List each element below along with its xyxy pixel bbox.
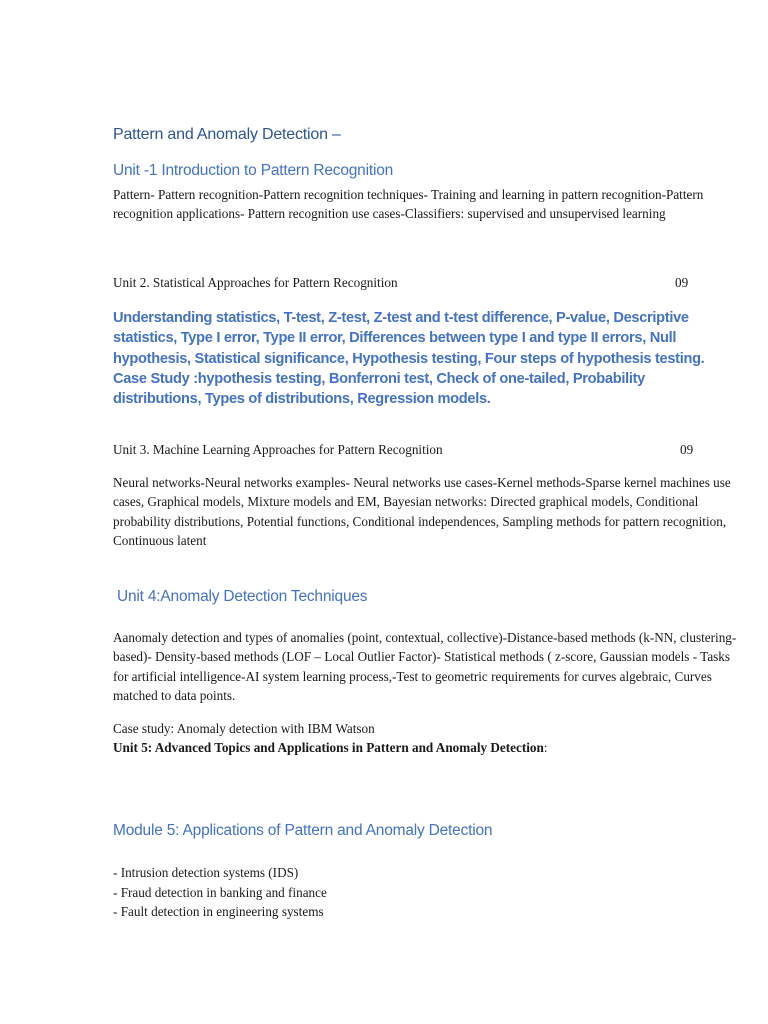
unit3-title-row <box>113 442 703 462</box>
module5-heading: Module 5: Applications of Pattern and Anomaly Detection <box>113 822 493 839</box>
document-title: Pattern and Anomaly Detection – <box>113 126 341 143</box>
unit5-title-line <box>113 738 733 757</box>
unit2-body: Understanding statistics, T-test, Z-test, Z-test and t-test difference, P-value, Descriptive statistics, Type I error, Type II error, Differences between type I and type II errors, Null hypothesis, Statistical significance, Hypothesis testing, Four steps of hypothesis testing. Case Study :hypothesis testing, Bonferroni test, Check of one-tailed, Probability distributions, Types of distributions, Regression models. <box>113 310 705 408</box>
unit3-body: Neural networks-Neural networks examples- Neural networks use cases-Kernel methods-Sparse kernel machines use cases, Graphical models, Mixture models and EM, Bayesian networks: Directed graphical models, Conditional probability distributions, Potential functions, Conditional independences, Sampling methods for pattern recognition, Continuous latent <box>113 475 731 548</box>
unit4-case-study: Case study: Anomaly detection with IBM Watson <box>113 721 375 736</box>
unit3-title: Unit 3. Machine Learning Approaches for Pattern Recognition <box>113 442 443 457</box>
list-item: - Intrusion detection systems (IDS) <box>113 865 299 880</box>
unit2-hours: 09 <box>675 275 689 290</box>
unit5-title-suffix: : <box>543 740 548 755</box>
unit5-title: Unit 5: Advanced Topics and Applications in Pattern and Anomaly Detection <box>113 740 544 755</box>
unit1-body: Pattern- Pattern recognition-Pattern recognition techniques- Training and learning in pattern recognition-Pattern recognition applications- Pattern recognition use cases-Classifiers: supervised and unsupervised learning <box>113 187 704 222</box>
unit4-heading: Unit 4:Anomaly Detection Techniques <box>117 588 368 605</box>
unit1-heading: Unit -1 Introduction to Pattern Recognition <box>113 162 394 179</box>
unit4-body: Aanomaly detection and types of anomalies (point, contextual, collective)-Distance-based methods (k-NN, clustering-based)- Density-based methods (LOF – Local Outlier Factor)- Statistical methods ( z-score, Gaussian models - Tasks for artificial intelligence-AI system learning process,-Test to geometric requirements for curves algebraic, Curves matched to data points. <box>113 630 737 703</box>
list-item: - Fraud detection in banking and finance <box>113 884 327 900</box>
module5-list <box>113 863 713 922</box>
unit2-title-row <box>113 275 693 295</box>
unit3-hours: 09 <box>680 442 694 457</box>
list-item: - Fault detection in engineering systems <box>113 904 324 919</box>
unit2-title: Unit 2. Statistical Approaches for Pattern Recognition <box>113 275 398 290</box>
